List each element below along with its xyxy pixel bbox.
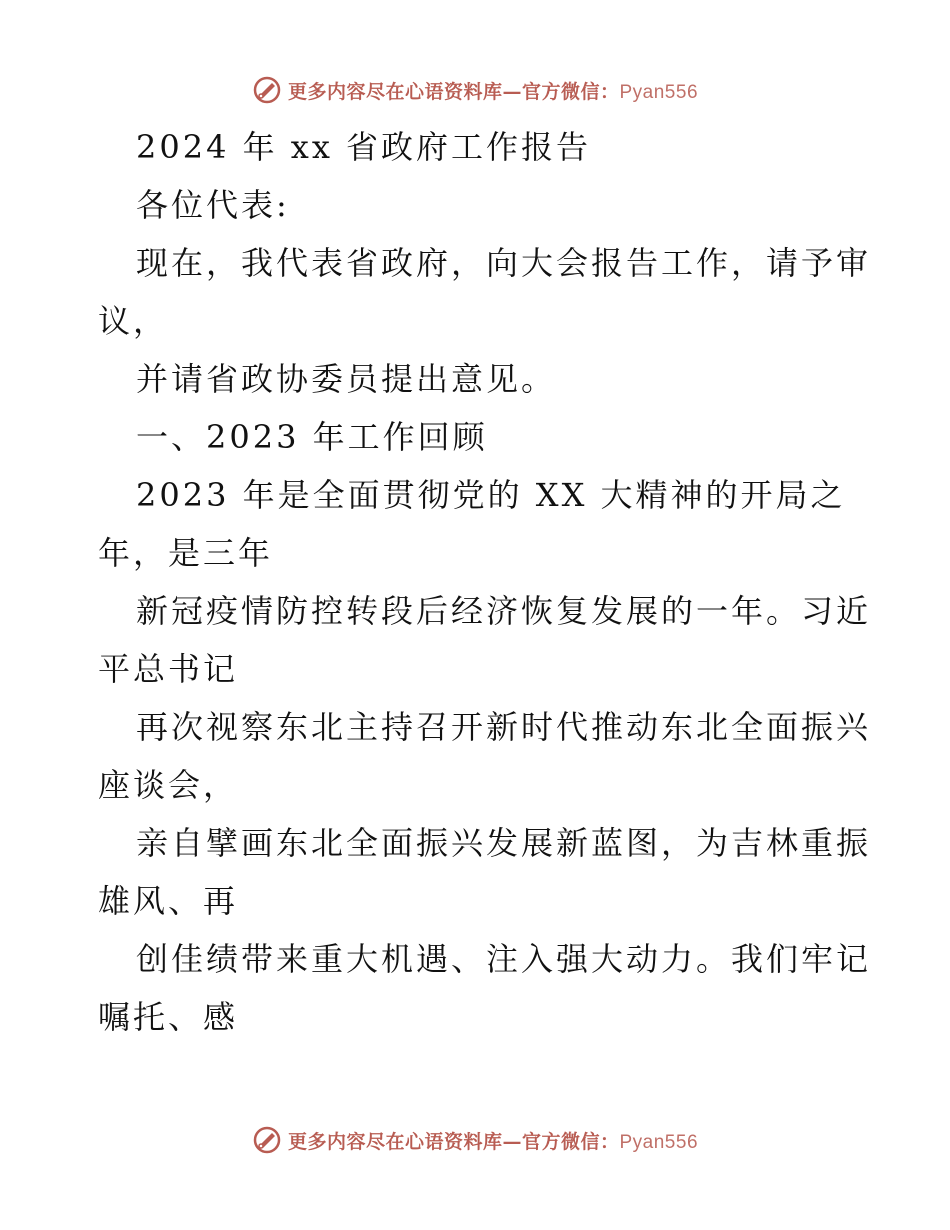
- wechat-id: Pyan556: [619, 81, 699, 103]
- text-line: 年，是三年: [98, 534, 274, 572]
- text-line: 嘱托、感: [98, 998, 239, 1036]
- text-line: 再次视察东北主持召开新时代推动东北全面振兴: [136, 708, 872, 746]
- text-line: 亲自擘画东北全面振兴发展新蓝图，为吉林重振: [136, 824, 872, 862]
- watermark-text: 更多内容尽在心语资料库—官方微信：Pyan556: [287, 80, 699, 103]
- text-line: 平总书记: [98, 650, 239, 688]
- text-line: 雄风、再: [98, 882, 239, 920]
- text-line: 现在，我代表省政府，向大会报告工作，请予审: [136, 244, 872, 282]
- header-watermark: [0, 70, 950, 110]
- text-line: 创佳绩带来重大机遇、注入强大动力。我们牢记: [136, 940, 872, 978]
- text-line: 议，: [98, 302, 169, 340]
- text-line: 座谈会，: [98, 766, 239, 804]
- text-line: 新冠疫情防控转段后经济恢复发展的一年。习近: [136, 592, 872, 630]
- document-body: [98, 118, 872, 1046]
- text-line: 2023 年是全面贯彻党的 XX 大精神的开局之: [136, 476, 846, 514]
- text-line: 并请省政协委员提出意见。: [136, 360, 557, 398]
- wechat-id: Pyan556: [619, 1131, 699, 1153]
- footer-watermark: [0, 1120, 950, 1160]
- pen-circle-icon: [252, 75, 282, 105]
- text-line: 2024 年 xx 省政府工作报告: [136, 128, 592, 166]
- text-line: 一、2023 年工作回顾: [136, 418, 488, 456]
- text-line: 各位代表:: [136, 186, 290, 224]
- pen-circle-icon: [252, 1125, 282, 1155]
- watermark-text: 更多内容尽在心语资料库—官方微信：Pyan556: [287, 1130, 699, 1153]
